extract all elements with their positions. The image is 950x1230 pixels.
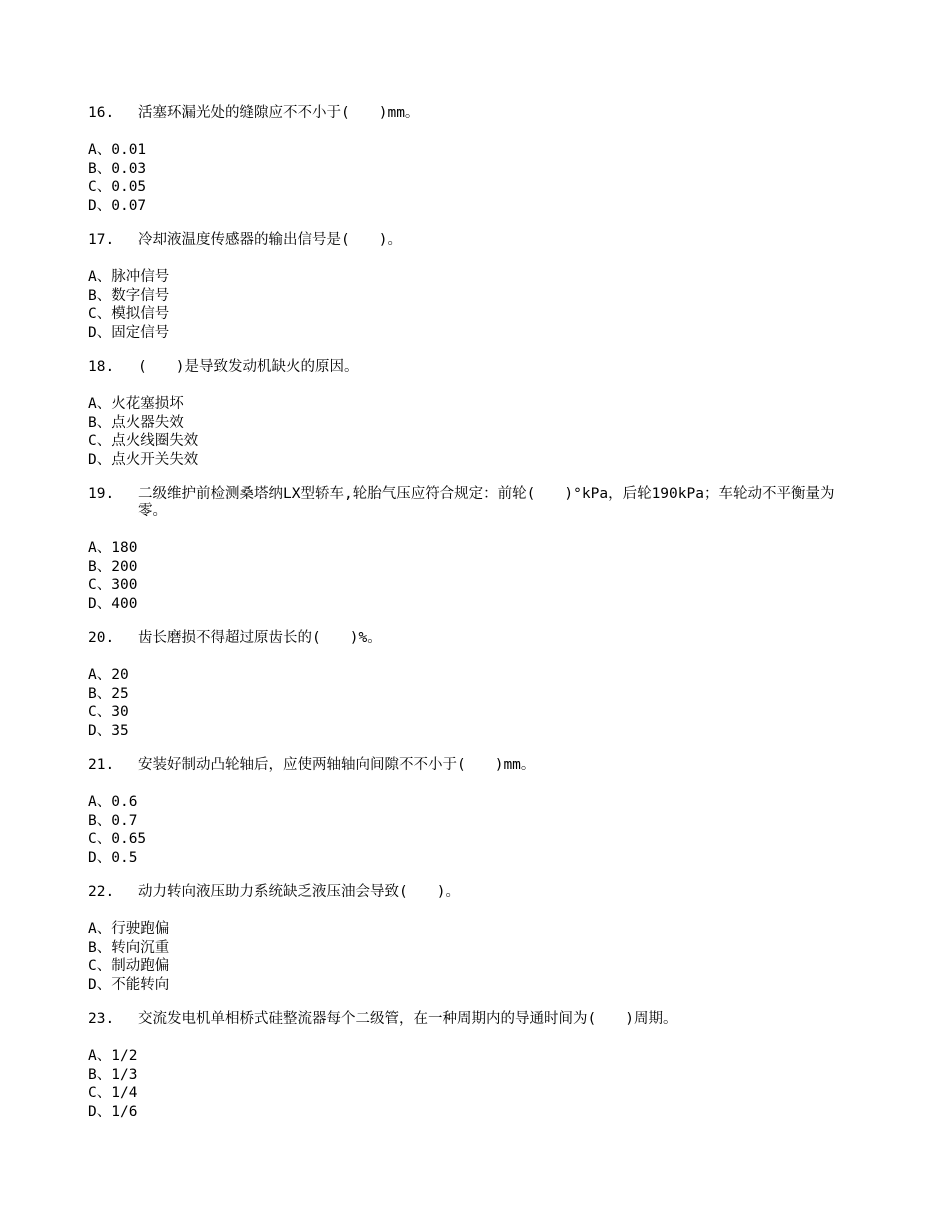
question-stem <box>88 105 858 122</box>
option-d: D、0.07 <box>88 197 147 214</box>
question-19 <box>88 486 858 613</box>
option-c: C、30 <box>88 704 129 720</box>
option-c: C、点火线圈失效 <box>88 433 199 449</box>
option-a: A、火花塞损坏 <box>88 396 184 412</box>
option-b: B、0.03 <box>88 160 147 177</box>
option-c: C、0.65 <box>88 831 147 847</box>
option-c: C、1/4 <box>88 1085 138 1101</box>
question-20 <box>88 630 858 740</box>
option-list <box>88 268 858 342</box>
option-a: A、1/2 <box>88 1048 138 1064</box>
question-text: ( )是导致发动机缺火的原因。 <box>138 359 359 375</box>
question-text: 安装好制动凸轮轴后，应使两轴轴向间隙不不小于( )mm。 <box>138 757 536 773</box>
option-b: B、转向沉重 <box>88 939 170 956</box>
question-text: 交流发电机单相桥式硅整流器每个二级管，在一种周期内的导通时间为( )周期。 <box>138 1011 678 1027</box>
question-number: 17. <box>88 232 115 248</box>
question-17 <box>88 232 858 342</box>
option-a: A、行驶跑偏 <box>88 921 170 937</box>
option-d: D、0.5 <box>88 849 138 866</box>
option-list <box>88 395 858 469</box>
question-16 <box>88 105 858 215</box>
question-text: 冷却液温度传感器的输出信号是( )。 <box>138 232 402 248</box>
question-number: 19. <box>88 486 115 502</box>
option-list <box>88 920 858 994</box>
option-b: B、数字信号 <box>88 287 170 304</box>
question-23 <box>88 1011 858 1121</box>
question-number: 18. <box>88 359 115 375</box>
question-22 <box>88 884 858 994</box>
option-list <box>88 666 858 740</box>
option-d: D、点火开关失效 <box>88 451 199 468</box>
question-stem <box>88 232 858 249</box>
option-c: C、模拟信号 <box>88 306 170 322</box>
option-b: B、1/3 <box>88 1066 138 1083</box>
option-d: D、固定信号 <box>88 324 170 341</box>
question-number: 22. <box>88 884 115 900</box>
option-d: D、不能转向 <box>88 976 170 993</box>
question-stem <box>88 1011 858 1028</box>
question-stem <box>88 630 858 647</box>
option-b: B、25 <box>88 685 129 702</box>
option-c: C、300 <box>88 577 138 593</box>
option-list <box>88 141 858 215</box>
question-text: 动力转向液压助力系统缺乏液压油会导致( )。 <box>138 884 460 900</box>
option-a: A、脉冲信号 <box>88 269 170 285</box>
question-text: 二级维护前检测桑塔纳LX型轿车,轮胎气压应符合规定：前轮( )°kPa，后轮190kPa；车轮动不平衡量为零。 <box>138 486 835 519</box>
option-d: D、400 <box>88 595 138 612</box>
option-b: B、200 <box>88 558 138 575</box>
question-number: 20. <box>88 630 115 646</box>
question-list <box>88 105 858 1138</box>
option-c: C、0.05 <box>88 179 147 195</box>
question-text: 活塞环漏光处的缝隙应不不小于( )mm。 <box>138 105 420 121</box>
question-text: 齿长磨损不得超过原齿长的( )%。 <box>138 630 382 646</box>
question-stem <box>88 884 858 901</box>
option-d: D、1/6 <box>88 1103 138 1120</box>
question-number: 16. <box>88 105 115 121</box>
question-stem <box>88 359 858 376</box>
option-d: D、35 <box>88 722 129 739</box>
option-list <box>88 793 858 867</box>
option-list <box>88 539 858 613</box>
question-21 <box>88 757 858 867</box>
option-a: A、180 <box>88 540 138 556</box>
question-number: 21. <box>88 757 115 773</box>
question-18 <box>88 359 858 469</box>
option-c: C、制动跑偏 <box>88 958 170 974</box>
question-number: 23. <box>88 1011 115 1027</box>
option-list <box>88 1047 858 1121</box>
option-b: B、0.7 <box>88 812 138 829</box>
option-a: A、0.6 <box>88 794 138 810</box>
question-stem <box>88 757 858 774</box>
question-stem <box>88 486 858 520</box>
option-b: B、点火器失效 <box>88 414 184 431</box>
option-a: A、20 <box>88 667 129 683</box>
option-a: A、0.01 <box>88 142 147 158</box>
